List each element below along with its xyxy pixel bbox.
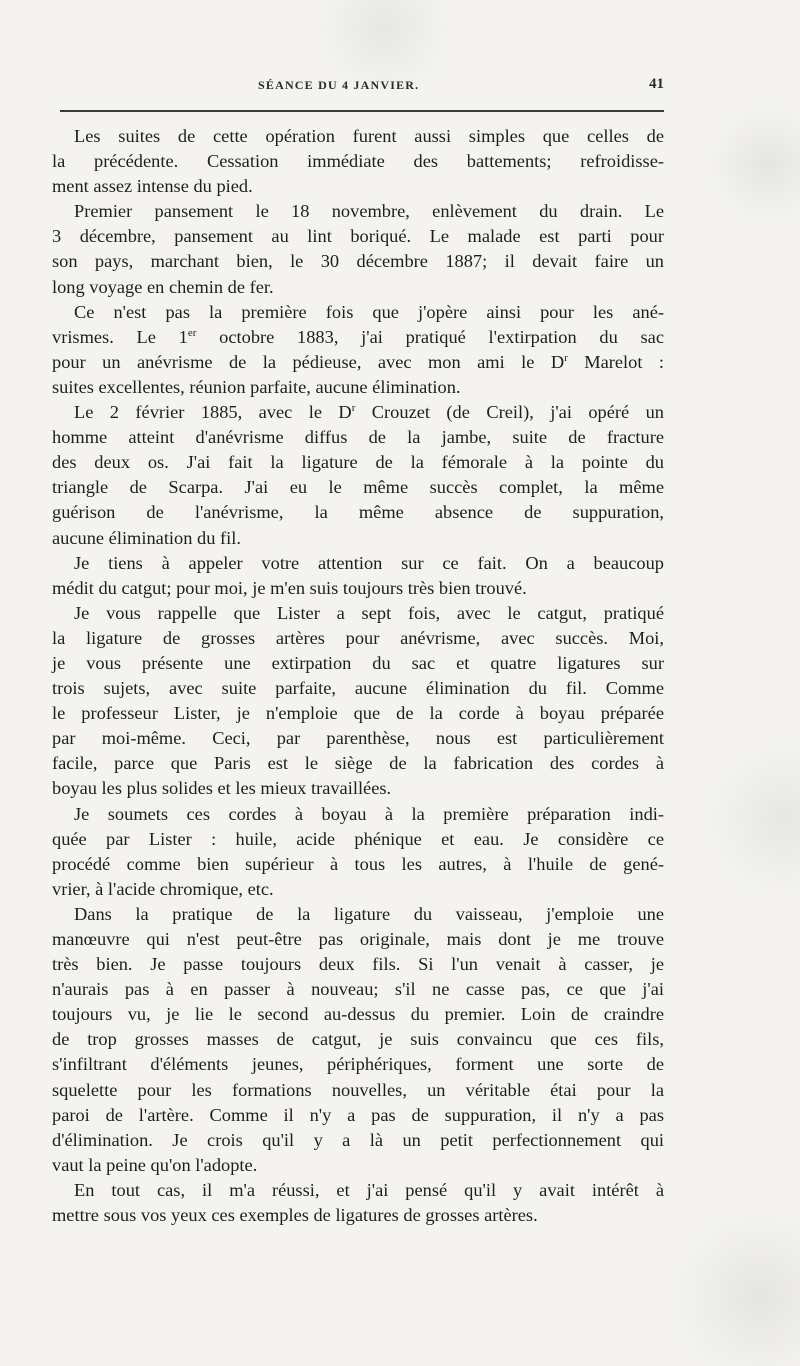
text-line: En tout cas, il m'a réussi, et j'ai pensé qu'il y avait intérêt à [74, 1179, 664, 1200]
paragraph [52, 199, 664, 299]
text-line: n'aurais pas à en passer à nouveau; s'il ne casse pas, ce que j'ai [52, 979, 664, 1000]
text-line: Je soumets ces cordes à boyau à la première préparation indi- [74, 803, 664, 824]
text-line: toujours vu, je lie le second au-dessus du premier. Loin de craindre [52, 1004, 664, 1025]
paragraph [52, 551, 664, 601]
text-line: de trop grosses masses de catgut, je suis convaincu que ces fils, [52, 1029, 664, 1050]
text-line: mettre sous vos yeux ces exemples de ligatures de grosses artères. [52, 1205, 538, 1226]
text-line: son pays, marchant bien, le 30 décembre 1887; il devait faire un [52, 251, 664, 272]
text-line: Dans la pratique de la ligature du vaisseau, j'emploie une [74, 903, 664, 924]
text-line: trois sujets, avec suite parfaite, aucune élimination du fil. Comme [52, 678, 664, 699]
text-line: procédé comme bien supérieur à tous les autres, à l'huile de gené- [52, 853, 664, 874]
text-line: manœuvre qui n'est peut-être pas originale, mais dont je me trouve [52, 929, 664, 949]
text-line: boyau les plus solides et les mieux travaillées. [52, 778, 392, 799]
text-line: homme atteint d'anévrisme diffus de la jambe, suite de fracture [52, 427, 664, 448]
text-line: vaut la peine qu'on l'adopte. [52, 1154, 258, 1175]
text-line: Je vous rappelle que Lister a sept fois, avec le catgut, pratiqué [74, 602, 664, 623]
text-line: squelette pour les formations nouvelles, un véritable étai pour la [52, 1079, 664, 1100]
text-line: vrier, à l'acide chromique, etc. [52, 878, 274, 899]
text-line: Ce n'est pas la première fois que j'opère ainsi pour les ané- [74, 301, 664, 322]
text-line: Je tiens à appeler votre attention sur ce fait. On a beaucoup [74, 552, 664, 573]
text-line: long voyage en chemin de fer. [52, 276, 274, 297]
paragraph [52, 802, 664, 902]
text-line: je vous présente une extirpation du sac et quatre ligatures sur [52, 652, 664, 673]
text-line: d'élimination. Je crois qu'il y a là un petit perfectionnement qui [52, 1129, 664, 1150]
header-rule [60, 110, 664, 112]
body-text [52, 124, 664, 1228]
text-line: 3 décembre, pansement au lint boriqué. Le malade est parti pour [52, 226, 664, 247]
text-line: quée par Lister : huile, acide phénique et eau. Je considère ce [52, 828, 664, 849]
text-line: le professeur Lister, je n'emploie que de la corde à boyau préparée [52, 703, 664, 724]
text-line: médit du catgut; pour moi, je m'en suis toujours très bien trouvé. [52, 577, 527, 598]
text-line: aucune élimination du fil. [52, 527, 241, 548]
text-line: vrismes. Le 1er octobre 1883, j'ai pratiqué l'extirpation du sac [52, 326, 664, 347]
text-line: par moi-même. Ceci, par parenthèse, nous est particulièrement [52, 728, 664, 749]
text-line: guérison de l'anévrisme, la même absence de suppuration, [52, 502, 664, 523]
text-line: facile, parce que Paris est le siège de la fabrication des cordes à [52, 753, 664, 774]
running-head [52, 78, 664, 98]
text-line: suites excellentes, réunion parfaite, aucune élimination. [52, 376, 461, 397]
text-line: pour un anévrisme de la pédieuse, avec mon ami le $D^r$ Marelot : [52, 351, 664, 372]
text-line: des deux os. J'ai fait la ligature de la fémorale à la pointe du [52, 452, 664, 473]
text-line: paroi de l'artère. Comme il n'y a pas de suppuration, il n'y a pas [52, 1104, 664, 1125]
paragraph [52, 400, 664, 551]
text-line: ment assez intense du pied. [52, 176, 253, 197]
text-line: la précédente. Cessation immédiate des battements; refroidisse- [52, 151, 664, 172]
paragraph [52, 124, 664, 199]
text-line: Les suites de cette opération furent aussi simples que celles de [74, 126, 664, 146]
paragraph [52, 601, 664, 802]
paragraph [52, 1178, 664, 1228]
page-number: 41 [649, 76, 664, 92]
text-line: la ligature de grosses artères pour anévrisme, avec succès. Moi, [52, 627, 664, 648]
text-line: triangle de Scarpa. J'ai eu le même succès complet, la même [52, 477, 664, 498]
paragraph [52, 902, 664, 1178]
text-line: Premier pansement le 18 novembre, enlèvement du drain. Le [74, 201, 664, 222]
running-title: SÉANCE DU 4 JANVIER. [258, 78, 420, 92]
text-line: s'infiltrant d'éléments jeunes, périphériques, forment une sorte de [52, 1054, 664, 1075]
paragraph [52, 300, 664, 400]
text-line: très bien. Je passe toujours deux fils. Si l'un venait à casser, je [52, 954, 664, 975]
text-line: Le 2 février 1885, avec le $D^r$ Crouzet (de Creil), j'ai opéré un [74, 402, 664, 423]
